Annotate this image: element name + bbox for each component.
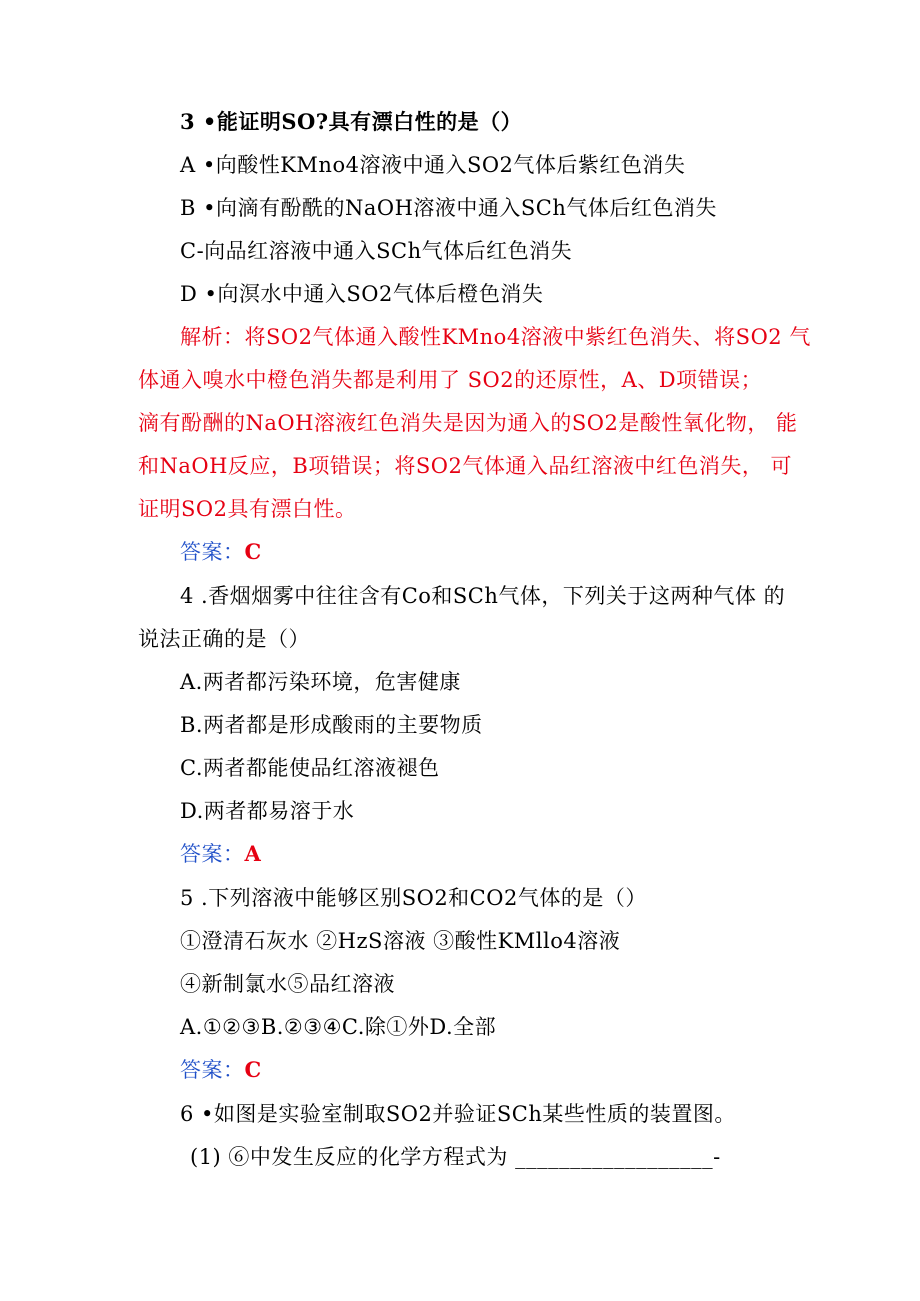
- q3-analysis-line4: 和NaOH反应，B项错误；将SO2气体通入品红溶液中红色消失， 可: [138, 454, 792, 478]
- q3-option-c: C-向品红溶液中通入SCh气体后红色消失: [180, 239, 573, 263]
- q4-option-d: D.两者都易溶于水: [180, 799, 355, 823]
- q3-analysis-line1: 解析：将SO2气体通入酸性KMno4溶液中紫红色消失、将SO2 气: [180, 325, 811, 349]
- q5-choices-line2: ④新制氯水⑤品红溶液: [180, 972, 395, 996]
- q3-analysis-line3: 滴有酚酬的NaOH溶液红色消失是因为通入的SO2是酸性氧化物， 能: [138, 411, 798, 435]
- q4-option-a: A.两者都污染环境，危害健康: [180, 670, 461, 694]
- q3-option-a: A •向酸性KMno4溶液中通入SO2气体后紫红色消失: [180, 153, 686, 177]
- q4-stem-line1: 4 .香烟烟雾中往往含有Co和SCh气体，下列关于这两种气体 的: [180, 584, 786, 608]
- q4-option-b: B.两者都是形成酸雨的主要物质: [180, 713, 483, 737]
- q3-stem: 3 •能证明SO?具有漂白性的是（）: [180, 109, 523, 134]
- q4-answer-value: A: [244, 841, 262, 866]
- q6-stem: 6 •如图是实验室制取SO2并验证SCh某些性质的装置图。: [180, 1102, 736, 1126]
- q4-stem-line2: 说法正确的是（）: [138, 627, 310, 651]
- q5-answer-value: C: [244, 1057, 262, 1082]
- q3-answer: [180, 538, 262, 566]
- q5-choices-line1: ①澄清石灰水 ②HzS溶液 ③酸性KMllo4溶液: [180, 929, 621, 953]
- q5-options: A.①②③B.②③④C.除①外D.全部: [180, 1015, 497, 1039]
- q4-option-c: C.两者都能使品红溶液褪色: [180, 756, 440, 780]
- q4-answer-label: 答案：: [180, 842, 245, 866]
- q3-answer-value: C: [244, 539, 262, 564]
- q3-analysis-line2: 体通入嗅水中橙色消失都是利用了 SO2的还原性，A、D项错误；: [138, 368, 763, 392]
- q5-stem: 5 .下列溶液中能够区别SO2和CO2气体的是（）: [180, 886, 647, 910]
- q5-answer-label: 答案：: [180, 1058, 245, 1082]
- q3-option-b: B •向滴有酚酰的NaOH溶液中通入SCh气体后红色消失: [180, 196, 717, 220]
- q3-analysis-line5: 证明SO2具有漂白性。: [138, 497, 357, 521]
- q3-option-d: D •向溟水中通入SO2气体后橙色消失: [180, 282, 544, 306]
- q5-answer: [180, 1056, 262, 1084]
- q4-answer: [180, 840, 261, 868]
- q3-answer-label: 答案：: [180, 540, 245, 564]
- q6-sub1: (1) ⑥中发生反应的化学方程式为 __________________-: [190, 1145, 721, 1169]
